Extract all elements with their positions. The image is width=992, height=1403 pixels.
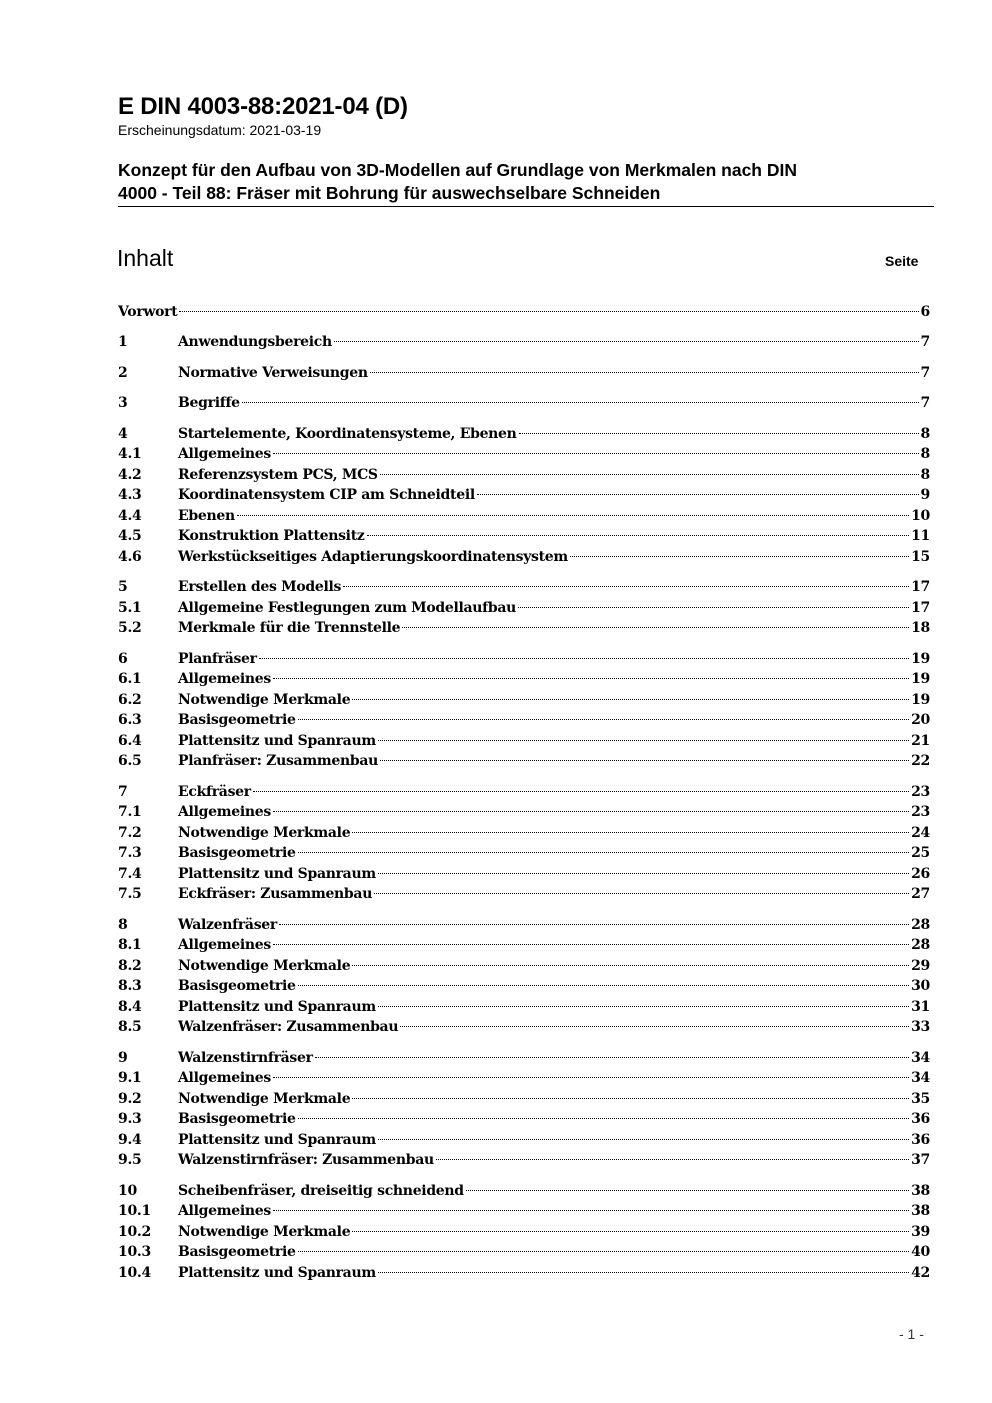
toc-entry[interactable]: [118, 1201, 930, 1221]
toc-entry-page: 36: [911, 1132, 930, 1148]
toc-entry[interactable]: [118, 1017, 930, 1037]
toc-entry-title: Allgemeines: [178, 1070, 271, 1086]
toc-entry[interactable]: [118, 997, 930, 1017]
toc-entry-page: 17: [911, 600, 930, 616]
toc-entry-title: Begriffe: [178, 395, 240, 411]
toc-entry-title: Plattensitz und Spanraum: [178, 1132, 376, 1148]
toc-entry-number: 7: [118, 784, 128, 800]
toc-entry-number: 4.4: [118, 508, 142, 524]
toc-entry[interactable]: [118, 884, 930, 904]
toc-entry-title: Walzenstirnfräser: [178, 1050, 313, 1066]
toc-entry-page: 34: [911, 1050, 930, 1066]
toc-entry-number: 10: [118, 1183, 137, 1199]
toc-heading: Inhalt: [117, 245, 174, 271]
toc-dot-leader: [298, 985, 909, 986]
toc-entry[interactable]: [118, 1109, 930, 1129]
toc-entry-number: 9: [118, 1050, 128, 1066]
toc-entry[interactable]: [118, 393, 930, 413]
toc-dot-leader: [253, 791, 909, 792]
toc-dot-leader: [374, 893, 909, 894]
toc-entry-number: 7.1: [118, 804, 142, 820]
toc-entry-page: 7: [920, 334, 930, 350]
toc-entry-number: 6.2: [118, 692, 142, 708]
toc-entry-page: 29: [911, 958, 930, 974]
toc-entry-title: Allgemeines: [178, 671, 271, 687]
toc-dot-leader: [370, 372, 919, 373]
toc-entry[interactable]: [118, 444, 930, 464]
toc-entry-title: Allgemeines: [178, 937, 271, 953]
toc-dot-leader: [380, 760, 909, 761]
toc-entry-page: 21: [911, 733, 930, 749]
toc-dot-leader: [298, 1251, 909, 1252]
toc-entry-number: 6: [118, 651, 128, 667]
toc-entry-number: 5.2: [118, 620, 142, 636]
toc-entry-number: 7.3: [118, 845, 142, 861]
toc-entry[interactable]: [118, 935, 930, 955]
toc-dot-leader: [237, 515, 909, 516]
toc-entry-page: 27: [911, 886, 930, 902]
page-number: - 1 -: [899, 1326, 924, 1342]
toc-entry-number: 7.2: [118, 825, 142, 841]
toc-entry-number: 8.4: [118, 999, 142, 1015]
toc-entry[interactable]: [118, 802, 930, 822]
toc-entry-number: 6.3: [118, 712, 142, 728]
toc-entry-title: Eckfräser: [178, 784, 251, 800]
toc-dot-leader: [378, 1006, 909, 1007]
toc-dot-leader: [273, 453, 919, 454]
toc-entry[interactable]: [118, 1242, 930, 1262]
toc-dot-leader: [273, 1077, 909, 1078]
toc-entry[interactable]: [118, 731, 930, 751]
toc-dot-leader: [352, 699, 909, 700]
toc-entry-page: 38: [911, 1203, 930, 1219]
toc-entry-title: Eckfräser: Zusammenbau: [178, 886, 373, 902]
toc-dot-leader: [402, 627, 909, 628]
toc-dot-leader: [279, 924, 909, 925]
toc-entry[interactable]: [118, 1048, 930, 1068]
toc-dot-leader: [273, 944, 909, 945]
toc-entry[interactable]: [118, 976, 930, 996]
toc-entry-number: 5: [118, 579, 128, 595]
toc-entry-number: 9.1: [118, 1070, 142, 1086]
toc-entry-title: Normative Verweisungen: [178, 365, 368, 381]
toc-entry[interactable]: [118, 843, 930, 863]
toc-entry-page: 22: [911, 753, 930, 769]
toc-dot-leader: [334, 341, 919, 342]
toc-entry-page: 7: [920, 395, 930, 411]
toc-entry-page: 15: [911, 549, 930, 565]
toc-entry-title: Notwendige Merkmale: [178, 958, 351, 974]
toc-entry-title: Walzenfräser: Zusammenbau: [178, 1019, 399, 1035]
toc-entry-number: 7.4: [118, 866, 142, 882]
toc-entry-page: 8: [920, 446, 930, 462]
toc-dot-leader: [259, 658, 909, 659]
toc-entry-title: Allgemeine Festlegungen zum Modellaufbau: [178, 600, 517, 616]
toc-entry-number: 9.2: [118, 1091, 142, 1107]
toc-entry-title: Notwendige Merkmale: [178, 825, 351, 841]
toc-entry-title: Konstruktion Plattensitz: [178, 528, 365, 544]
toc-entry[interactable]: [118, 1181, 930, 1201]
toc-entry[interactable]: [118, 526, 930, 546]
toc-entry-title: Erstellen des Modells: [178, 579, 342, 595]
toc-dot-leader: [298, 852, 909, 853]
toc-entry-page: 24: [911, 825, 930, 841]
toc-entry-title: Referenzsystem PCS, MCS: [178, 467, 378, 483]
toc-dot-leader: [298, 1118, 909, 1119]
toc-entry[interactable]: [118, 618, 930, 638]
toc-entry[interactable]: [118, 363, 930, 383]
toc-entry-page: 34: [911, 1070, 930, 1086]
toc-entry[interactable]: [118, 577, 930, 597]
toc-entry-page: 33: [911, 1019, 930, 1035]
toc-dot-leader: [570, 556, 909, 557]
toc-entry-title: Allgemeines: [178, 446, 271, 462]
toc-entry-number: 9.5: [118, 1152, 142, 1168]
toc-entry-page: 19: [911, 651, 930, 667]
toc-entry[interactable]: [118, 598, 930, 618]
document-id: E DIN 4003-88:2021-04 (D): [118, 93, 408, 120]
toc-dot-leader: [477, 494, 919, 495]
toc-entry-number: 4.5: [118, 528, 142, 544]
toc-entry-page: 40: [911, 1244, 930, 1260]
toc-dot-leader: [466, 1190, 909, 1191]
toc-dot-leader: [352, 1231, 909, 1232]
toc-entry[interactable]: [118, 782, 930, 802]
toc-dot-leader: [179, 311, 918, 312]
publication-date: Erscheinungsdatum: 2021-03-19: [118, 122, 322, 138]
document-title: [118, 159, 928, 205]
toc-dot-leader: [519, 433, 919, 434]
toc-entry-title: Plattensitz und Spanraum: [178, 1265, 376, 1281]
toc-entry-title: Koordinatensystem CIP am Schneidteil: [178, 487, 475, 503]
toc-entry-title: Basisgeometrie: [178, 1244, 296, 1260]
toc-dot-leader: [315, 1057, 909, 1058]
toc-dot-leader: [378, 740, 909, 741]
toc-entry-page: 19: [911, 671, 930, 687]
toc-entry-title: Startelemente, Koordinatensysteme, Ebenen: [178, 426, 517, 442]
toc-entry-title: Basisgeometrie: [178, 845, 296, 861]
toc-entry-title: Vorwort: [118, 304, 178, 320]
toc-entry-number: 10.3: [118, 1244, 151, 1260]
toc-entry-title: Plattensitz und Spanraum: [178, 733, 376, 749]
toc-entry-title: Basisgeometrie: [178, 712, 296, 728]
toc-entry-title: Plattensitz und Spanraum: [178, 866, 376, 882]
toc-dot-leader: [352, 1098, 909, 1099]
toc-entry[interactable]: [118, 465, 930, 485]
toc-entry-number: 5.1: [118, 600, 142, 616]
toc-entry-page: 36: [911, 1111, 930, 1127]
toc-entry-number: 6.4: [118, 733, 142, 749]
toc-entry-title: Basisgeometrie: [178, 1111, 296, 1127]
toc-entry-title: Plattensitz und Spanraum: [178, 999, 376, 1015]
toc-dot-leader: [343, 586, 909, 587]
toc-entry-page: 17: [911, 579, 930, 595]
toc-entry-page: 7: [920, 365, 930, 381]
toc-dot-leader: [436, 1159, 909, 1160]
toc-entry-number: 8.5: [118, 1019, 142, 1035]
toc-entry-title: Werkstückseitiges Adaptierungskoordinatensystem: [178, 549, 568, 565]
toc-entry-page: 8: [920, 426, 930, 442]
toc-entry-number: 6.1: [118, 671, 142, 687]
toc-entry[interactable]: [118, 302, 930, 322]
toc-entry-number: 9.4: [118, 1132, 142, 1148]
toc-entry-title: Planfräser: [178, 651, 257, 667]
toc-entry-number: 9.3: [118, 1111, 142, 1127]
toc-entry-title: Notwendige Merkmale: [178, 1091, 351, 1107]
document-title-line-1: Konzept für den Aufbau von 3D-Modellen auf Grundlage von Merkmalen nach DIN: [118, 160, 797, 180]
toc-entry-number: 8.1: [118, 937, 142, 953]
toc-entry-page: 23: [911, 804, 930, 820]
toc-entry[interactable]: [118, 915, 930, 935]
toc-entry-title: Ebenen: [178, 508, 235, 524]
toc-dot-leader: [273, 811, 909, 812]
toc-entry[interactable]: [118, 506, 930, 526]
toc-entry-page: 26: [911, 866, 930, 882]
toc-entry-title: Allgemeines: [178, 804, 271, 820]
toc-entry-page: 38: [911, 1183, 930, 1199]
toc-entry-page: 6: [920, 304, 930, 320]
toc-dot-leader: [378, 1272, 909, 1273]
toc-entry-page: 28: [911, 917, 930, 933]
toc-entry-title: Walzenfräser: [178, 917, 277, 933]
toc-entry-number: 10.1: [118, 1203, 151, 1219]
toc-dot-leader: [273, 678, 909, 679]
toc-entry-page: 8: [920, 467, 930, 483]
toc-entry-number: 3: [118, 395, 128, 411]
toc-entry[interactable]: [118, 751, 930, 771]
toc-entry-number: 8: [118, 917, 128, 933]
toc-entry[interactable]: [118, 956, 930, 976]
toc-entry-page: 28: [911, 937, 930, 953]
toc-entry[interactable]: [118, 547, 930, 567]
toc-entry-page: 25: [911, 845, 930, 861]
toc-page-column-label: Seite: [885, 253, 919, 269]
toc-entry-page: 23: [911, 784, 930, 800]
toc-entry-number: 6.5: [118, 753, 142, 769]
toc-dot-leader: [378, 1139, 909, 1140]
toc-entry-number: 1: [118, 334, 128, 350]
toc-entry-number: 8.2: [118, 958, 142, 974]
toc-dot-leader: [242, 402, 919, 403]
toc-entry[interactable]: [118, 710, 930, 730]
toc-entry-page: 31: [911, 999, 930, 1015]
toc-entry-title: Notwendige Merkmale: [178, 692, 351, 708]
toc-entry[interactable]: [118, 485, 930, 505]
toc-dot-leader: [380, 474, 919, 475]
toc-entry[interactable]: [118, 332, 930, 352]
toc-entry-page: 35: [911, 1091, 930, 1107]
toc-entry-page: 20: [911, 712, 930, 728]
toc-entry[interactable]: [118, 1150, 930, 1170]
toc-entry[interactable]: [118, 1222, 930, 1242]
toc-entry[interactable]: [118, 864, 930, 884]
toc-entry-title: Notwendige Merkmale: [178, 1224, 351, 1240]
toc-entry-page: 11: [911, 528, 930, 544]
title-divider: [118, 206, 934, 207]
toc-dot-leader: [400, 1026, 909, 1027]
toc-entry-page: 9: [920, 487, 930, 503]
toc-dot-leader: [352, 832, 909, 833]
toc-entry-number: 4.2: [118, 467, 142, 483]
toc-entry-page: 30: [911, 978, 930, 994]
toc-entry-number: 4.6: [118, 549, 142, 565]
toc-entry-number: 4.1: [118, 446, 142, 462]
toc-entry-page: 42: [911, 1265, 930, 1281]
toc-entry-page: 18: [911, 620, 930, 636]
toc-entry-page: 37: [911, 1152, 930, 1168]
toc-entry-number: 4.3: [118, 487, 142, 503]
toc-dot-leader: [378, 873, 909, 874]
toc-dot-leader: [273, 1210, 909, 1211]
toc-entry-number: 4: [118, 426, 128, 442]
toc-entry-page: 10: [911, 508, 930, 524]
toc-dot-leader: [518, 607, 909, 608]
toc-entry[interactable]: [118, 669, 930, 689]
toc-entry[interactable]: [118, 649, 930, 669]
toc-entry-title: Allgemeines: [178, 1203, 271, 1219]
toc-entry-number: 2: [118, 365, 128, 381]
toc-dot-leader: [298, 719, 909, 720]
toc-entry[interactable]: [118, 424, 930, 444]
toc-entry-number: 7.5: [118, 886, 142, 902]
toc-entry[interactable]: [118, 1068, 930, 1088]
toc-dot-leader: [367, 535, 910, 536]
toc-entry[interactable]: [118, 823, 930, 843]
toc-entry-title: Scheibenfräser, dreiseitig schneidend: [178, 1183, 464, 1199]
toc-entry-title: Basisgeometrie: [178, 978, 296, 994]
toc-entry-number: 10.4: [118, 1265, 151, 1281]
document-title-line-2: 4000 - Teil 88: Fräser mit Bohrung für auswechselbare Schneiden: [118, 183, 661, 203]
toc-entry-page: 19: [911, 692, 930, 708]
toc-entry-number: 10.2: [118, 1224, 151, 1240]
toc-entry-title: Merkmale für die Trennstelle: [178, 620, 401, 636]
toc-entry[interactable]: [118, 1089, 930, 1109]
toc-entry-page: 39: [911, 1224, 930, 1240]
toc-entry-title: Anwendungsbereich: [178, 334, 332, 350]
toc-entry[interactable]: [118, 1130, 930, 1150]
toc-entry-title: Planfräser: Zusammenbau: [178, 753, 378, 769]
toc-dot-leader: [352, 965, 909, 966]
toc-entry[interactable]: [118, 690, 930, 710]
toc-entry[interactable]: [118, 1263, 930, 1283]
toc-entry-number: 8.3: [118, 978, 142, 994]
toc-entry-title: Walzenstirnfräser: Zusammenbau: [178, 1152, 434, 1168]
